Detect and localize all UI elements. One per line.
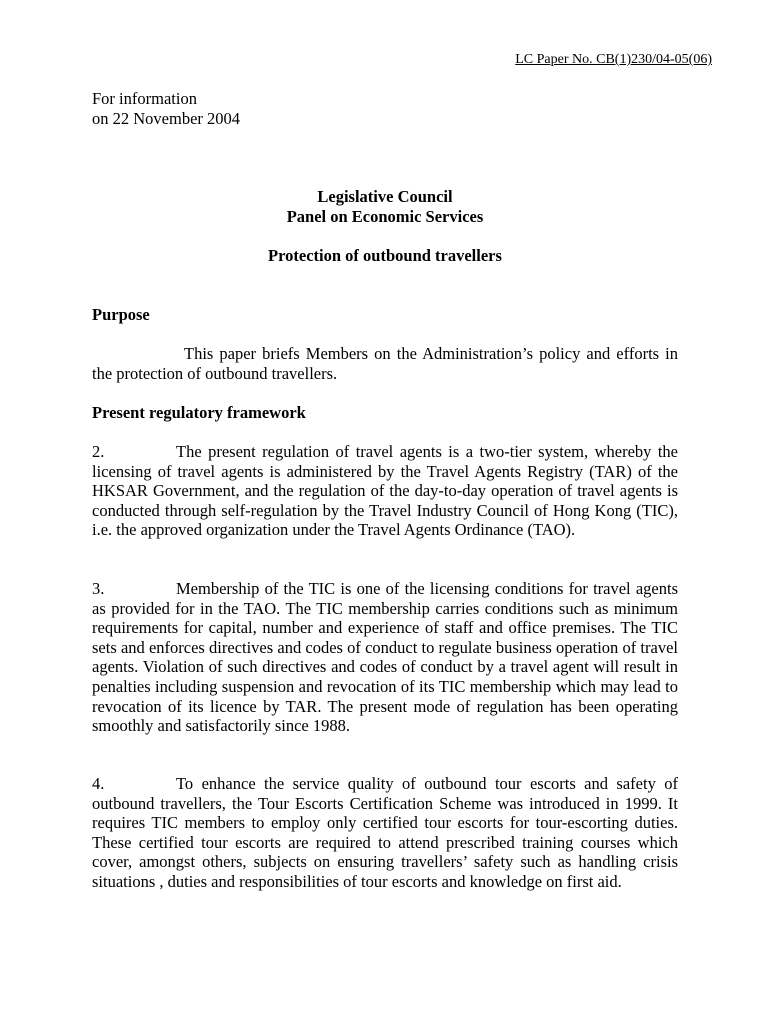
paper-number: LC Paper No. CB(1)230/04-05(06) xyxy=(515,52,712,67)
info-line-1: For information xyxy=(92,89,197,108)
paragraph-3 xyxy=(92,579,678,736)
panel-title: Panel on Economic Services xyxy=(286,207,484,226)
paragraph-4-text: To enhance the service quality of outbound tour escorts and safety of outbound travellers, the Tour Escorts Certification Scheme was introduced in 1999. It requires TIC members to employ only certified tour escorts for tour-escorting duties. These certified tour escorts are required to attend prescribed training courses which cover, amongst others, subjects on ensuring travellers’ safety such as handling crisis situations , duties and responsibilities of tour escorts and knowledge on first aid. xyxy=(92,774,678,891)
paragraph-3-text: Membership of the TIC is one of the licensing conditions for travel agents as provided for in the TAO. The TIC membership carries conditions such as minimum requirements for capital, number and experience of staff and office premises. The TIC sets and enforces directives and codes of conduct to regulate business operation of travel agents. Violation of such directives and codes of conduct by a travel agent will result in penalties including suspension and revocation of its TIC membership which may lead to revocation of its licence by TAR. The present mode of regulation has been operating smoothly and satisfactorily since 1988. xyxy=(92,579,678,736)
paragraph-4-number: 4. xyxy=(92,774,105,793)
purpose-paragraph: This paper briefs Members on the Administration’s policy and efforts in the protection of outbound travellers. xyxy=(92,344,678,383)
framework-heading: Present regulatory framework xyxy=(92,403,306,422)
paragraph-2 xyxy=(92,442,678,540)
paragraph-3-number: 3. xyxy=(92,579,105,598)
paragraph-2-text: The present regulation of travel agents is a two-tier system, whereby the licensing of travel agents is administered by the Travel Agents Registry (TAR) of the HKSAR Government, and the regulation of the day-to-day operation of travel agents is conducted through self-regulation by the Travel Industry Council of Hong Kong (TIC), i.e. the approved organization under the Travel Agents Ordinance (TAO). xyxy=(92,442,678,540)
paragraph-4 xyxy=(92,774,678,892)
info-block xyxy=(92,89,240,128)
purpose-heading: Purpose xyxy=(92,305,150,324)
info-line-2: on 22 November 2004 xyxy=(92,108,241,128)
council-title: Legislative Council xyxy=(317,187,453,206)
subject-title: Protection of outbound travellers xyxy=(268,246,502,265)
paragraph-2-number: 2. xyxy=(92,442,105,461)
